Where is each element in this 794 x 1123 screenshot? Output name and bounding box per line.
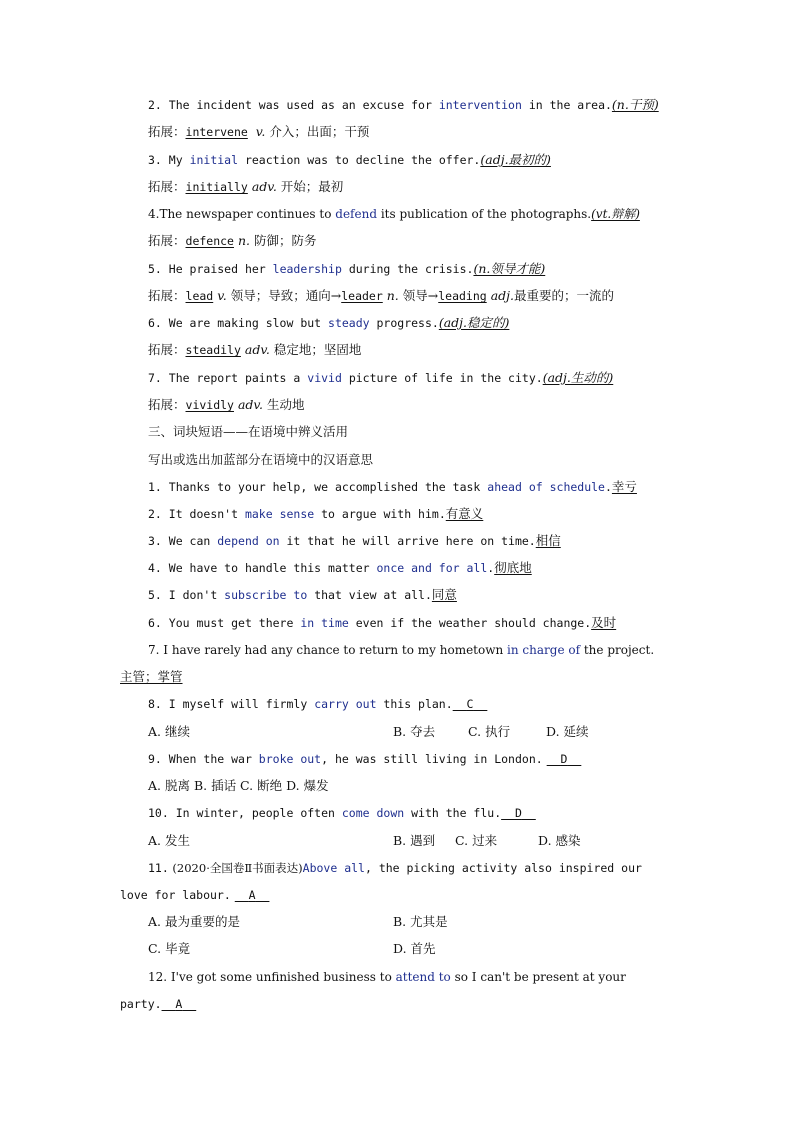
sentence-2: [148, 96, 708, 114]
answer: 及时: [591, 615, 617, 630]
part-of-speech: adv.: [244, 342, 270, 357]
question-6: [148, 614, 708, 632]
option-d: D. 感染: [538, 833, 581, 848]
answer-blank: [501, 806, 536, 820]
item-number: 4.: [148, 207, 160, 221]
word-meaning: (n.领导才能): [473, 261, 546, 276]
option-a: A. 最为重要的是: [148, 914, 240, 929]
highlighted-word: intervention: [438, 98, 522, 112]
question-number: 3.: [148, 534, 162, 548]
option-c: C. 执行: [468, 724, 511, 739]
question-text: it that he will arrive here on time.: [279, 534, 536, 548]
question-text: It doesn't: [161, 507, 245, 521]
item-number: 7.: [148, 371, 162, 385]
question-number: 7.: [148, 643, 160, 657]
part-of-speech: n.: [237, 233, 250, 248]
sentence-6: [148, 314, 708, 332]
extension-word: initially: [185, 180, 248, 194]
question-text: even if the weather should change.: [348, 616, 592, 630]
extension-label: 拓展：: [148, 233, 186, 248]
question-text: party.: [120, 997, 162, 1011]
answer: 相信: [535, 533, 561, 548]
question-number: 11.: [148, 861, 169, 875]
answer: D: [514, 806, 522, 820]
answer-blank: [547, 752, 582, 766]
extension-word: intervene: [185, 125, 248, 139]
question-11-continued: [120, 886, 680, 904]
part-of-speech: v.: [217, 288, 227, 303]
question-number: 2.: [148, 507, 162, 521]
question-source: (2020·全国卷Ⅱ书面表达): [168, 861, 303, 875]
question-5: [148, 586, 708, 604]
question-10: [148, 804, 708, 822]
question-8: [148, 695, 708, 713]
question-text: so I can't be present at your: [450, 970, 626, 984]
option-b: B. 夺去: [393, 724, 436, 739]
extension-4: [148, 232, 708, 250]
item-number: 5.: [148, 262, 162, 276]
extension-meaning: 介入；出面；干预: [265, 124, 370, 139]
option-c: C. 毕竟: [148, 941, 191, 956]
option-d: D. 首先: [393, 941, 436, 956]
question-1: [148, 478, 708, 496]
question-number: 10.: [148, 806, 169, 820]
question-text: this plan.: [376, 697, 453, 711]
extension-label: 拓展：: [148, 288, 186, 303]
item-number: 3.: [148, 153, 162, 167]
question-number: 6.: [148, 616, 162, 630]
extension-word: lead: [185, 289, 214, 303]
extension-word: vividly: [185, 398, 234, 412]
highlighted-phrase: broke out: [258, 752, 322, 766]
answer: 主管；掌管: [120, 669, 183, 684]
highlighted-word: initial: [189, 153, 239, 167]
part-of-speech: n.: [386, 288, 399, 303]
question-4: [148, 559, 708, 577]
question-number: 1.: [148, 480, 162, 494]
extension-word: leading: [438, 289, 487, 303]
sentence-text: He praised her: [161, 262, 273, 276]
word-meaning: (n.干预): [611, 97, 659, 112]
answer: D: [560, 752, 568, 766]
word-meaning: (adj.稳定的): [438, 315, 510, 330]
sentence-7: [148, 369, 708, 387]
answer-blank: [235, 888, 270, 902]
extension-meaning: 生动地: [262, 397, 305, 412]
question-text: When the war: [161, 752, 259, 766]
answer: A: [248, 888, 256, 902]
answer: C: [466, 697, 474, 711]
sentence-text: The report paints a: [161, 371, 308, 385]
option-a: A. 发生: [148, 833, 190, 848]
options-row: A. 脱离 B. 插话 C. 断绝 D. 爆发: [148, 778, 329, 793]
option-a: A. 继续: [148, 724, 190, 739]
question-text: I've got some unfinished business to: [167, 970, 396, 984]
question-number: 8.: [148, 697, 162, 711]
part-of-speech: adj.: [490, 288, 514, 303]
question-text: We can: [161, 534, 218, 548]
highlighted-phrase: subscribe to: [224, 588, 308, 602]
section-heading: 三、词块短语——在语境中辨义活用: [148, 424, 349, 439]
sentence-text: during the crisis.: [341, 262, 474, 276]
answer: 有意义: [445, 506, 484, 521]
highlighted-phrase: once and for all: [376, 561, 488, 575]
extension-word: defence: [185, 234, 234, 248]
question-7: [148, 641, 708, 659]
question-9: [148, 750, 708, 768]
highlighted-phrase: make sense: [244, 507, 315, 521]
question-text: I have rarely had any chance to return to my hometown: [159, 643, 508, 657]
highlighted-phrase: Above all: [302, 861, 365, 875]
highlighted-phrase: depend on: [217, 534, 280, 548]
answer: 彻底地: [494, 560, 532, 575]
highlighted-phrase: ahead of schedule: [487, 480, 605, 494]
highlighted-word: steady: [328, 316, 370, 330]
extension-meaning: 领导；导致；通向→: [226, 288, 342, 303]
highlighted-word: vivid: [307, 371, 342, 385]
extension-meaning: 领导→: [398, 288, 439, 303]
highlighted-word: leadership: [272, 262, 342, 276]
word-meaning: (adj.最初的): [480, 152, 551, 167]
answer: 幸亏: [611, 479, 637, 494]
question-text: to argue with him.: [314, 507, 446, 521]
highlighted-phrase: attend to: [395, 970, 451, 984]
extension-word: steadily: [185, 343, 241, 357]
highlighted-phrase: in charge of: [507, 643, 581, 657]
question-3: [148, 532, 708, 550]
extension-label: 拓展：: [148, 124, 186, 139]
question-2: [148, 505, 708, 523]
extension-7: [148, 396, 708, 414]
option-d: D. 延续: [546, 724, 589, 739]
word-meaning: (vt.辩解): [591, 207, 640, 221]
sentence-text: The incident was used as an excuse for: [161, 98, 439, 112]
question-number: 9.: [148, 752, 162, 766]
highlighted-phrase: come down: [341, 806, 405, 820]
sentence-text: We are making slow but: [161, 316, 329, 330]
answer-blank: [162, 997, 197, 1011]
extension-word: leader: [341, 289, 383, 303]
part-of-speech: v.: [255, 124, 266, 139]
sentence-text: My: [161, 153, 190, 167]
sentence-text: picture of life in the city.: [341, 371, 543, 385]
part-of-speech: adv.: [251, 179, 277, 194]
question-number: 12.: [148, 970, 168, 984]
question-text: We have to handle this matter: [161, 561, 377, 575]
item-number: 6.: [148, 316, 162, 330]
extension-meaning: 最重要的；一流的: [514, 288, 615, 303]
sentence-5: [148, 260, 708, 278]
part-of-speech: adv.: [237, 397, 263, 412]
extension-label: 拓展：: [148, 342, 186, 357]
option-b: B. 尤其是: [393, 914, 448, 929]
question-text: Thanks to your help, we accomplished the task: [161, 480, 488, 494]
option-b: B. 遇到: [393, 833, 436, 848]
sentence-text: The newspaper continues to: [159, 207, 336, 221]
item-number: 2.: [148, 98, 162, 112]
question-text: , the picking activity also inspired our: [364, 861, 642, 875]
highlighted-phrase: carry out: [314, 697, 377, 711]
question-text: You must get there: [161, 616, 301, 630]
sentence-text: progress.: [369, 316, 439, 330]
question-text: .: [487, 561, 495, 575]
extension-label: 拓展：: [148, 179, 186, 194]
highlighted-word: defend: [335, 207, 378, 221]
section-instruction: 写出或选出加蓝部分在语境中的汉语意思: [148, 452, 374, 467]
question-11: [148, 859, 708, 877]
extension-meaning: 防御；防务: [250, 233, 317, 248]
question-text: I don't: [161, 588, 225, 602]
question-text: In winter, people often: [168, 806, 342, 820]
sentence-text: its publication of the photographs.: [377, 207, 592, 221]
question-number: 4.: [148, 561, 162, 575]
question-text: , he was still living in London.: [321, 752, 543, 766]
answer: A: [175, 997, 183, 1011]
question-text: love for labour.: [120, 888, 231, 902]
highlighted-phrase: in time: [300, 616, 349, 630]
question-text: .: [604, 480, 612, 494]
question-text: that view at all.: [307, 588, 432, 602]
question-12: [148, 968, 708, 986]
extension-meaning: 稳定地；坚固地: [269, 342, 362, 357]
extension-2: [148, 123, 708, 141]
extension-label: 拓展：: [148, 397, 186, 412]
extension-meaning: 开始；最初: [276, 179, 344, 194]
question-7-answer: [120, 668, 680, 686]
extension-6: [148, 341, 708, 359]
sentence-text: reaction was to decline the offer.: [238, 153, 481, 167]
word-meaning: (adj.生动的): [542, 370, 614, 385]
extension-5: [148, 287, 708, 305]
answer-blank: [453, 697, 488, 711]
option-c: C. 过来: [455, 833, 498, 848]
question-number: 5.: [148, 588, 162, 602]
sentence-4: [148, 205, 708, 223]
question-text: the project.: [580, 643, 655, 657]
extension-3: [148, 178, 708, 196]
sentence-text: in the area.: [521, 98, 612, 112]
sentence-3: [148, 151, 708, 169]
question-12-continued: [120, 995, 680, 1013]
question-text: with the flu.: [404, 806, 502, 820]
answer: 同意: [431, 587, 457, 602]
question-text: I myself will firmly: [161, 697, 315, 711]
